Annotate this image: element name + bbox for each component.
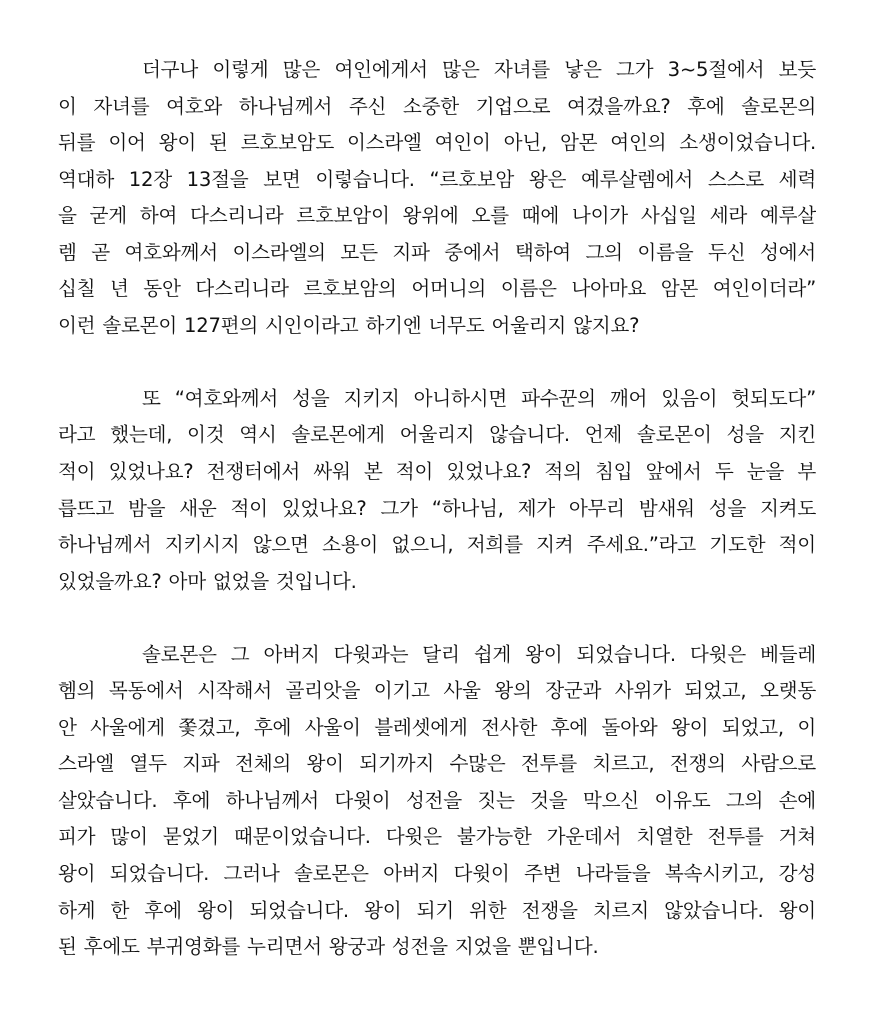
text-line: 릅뜨고 밤을 새운 적이 있었나요? 그가 “하나님, 제가 아무리 밤새워 성을 지켜도 <box>58 496 816 520</box>
text-line: 십칠 년 동안 다스리니라 르호보암의 어머니의 이름은 나아마요 암몬 여인이더라” <box>58 277 816 301</box>
text-line: 왕이 되었습니다. 그러나 솔로몬은 아버지 다윗이 주변 나라들을 복속시키고, 강성 <box>58 862 816 886</box>
text-line: 스라엘 열두 지파 전체의 왕이 되기까지 수많은 전투를 치르고, 전쟁의 사람으로 <box>58 752 816 776</box>
text-line: 하나님께서 지키시지 않으면 소용이 없으니, 저희를 지켜 주세요.”라고 기도한 적이 <box>58 533 816 557</box>
paragraph-spacer <box>58 344 816 381</box>
paragraph-spacer <box>58 600 816 637</box>
text-line: 더구나 이렇게 많은 여인에게서 많은 자녀를 낳은 그가 3~5절에서 보듯 <box>142 58 816 81</box>
paragraph-1 <box>58 52 816 344</box>
text-line: 렘 곧 여호와께서 이스라엘의 모든 지파 중에서 택하여 그의 이름을 두신 성에서 <box>58 240 816 264</box>
text-line: 을 굳게 하여 다스리니라 르호보암이 왕위에 오를 때에 나이가 사십일 세라 예루살 <box>58 204 816 228</box>
text-line: 적이 있었나요? 전쟁터에서 싸워 본 적이 있었나요? 적의 침입 앞에서 두 눈을 부 <box>58 460 816 484</box>
paragraph-2 <box>58 381 816 600</box>
text-line: 피가 많이 묻었기 때문이었습니다. 다윗은 불가능한 가운데서 치열한 전투를 거쳐 <box>58 825 816 849</box>
text-line: 안 사울에게 쫓겼고, 후에 사울이 블레셋에게 전사한 후에 돌아와 왕이 되었고, 이 <box>58 715 816 739</box>
text-line: 하게 한 후에 왕이 되었습니다. 왕이 되기 위한 전쟁을 치르지 않았습니다. 왕이 <box>58 898 816 922</box>
text-line: 된 후에도 부귀영화를 누리면서 왕궁과 성전을 지었을 뿐입니다. <box>58 935 599 959</box>
text-line: 또 “여호와께서 성을 지키지 아니하시면 파수꾼의 깨어 있음이 헛되도다” <box>142 386 816 410</box>
paragraph-3 <box>58 637 816 966</box>
text-line: 있었을까요? 아마 없었을 것입니다. <box>58 569 357 593</box>
text-line: 헴의 목동에서 시작해서 골리앗을 이기고 사울 왕의 장군과 사위가 되었고, 오랫동 <box>58 679 816 703</box>
text-line: 이 자녀를 여호와 하나님께서 주신 소중한 기업으로 여겼을까요? 후에 솔로몬의 <box>58 94 816 118</box>
document-page <box>58 52 816 966</box>
text-line: 라고 했는데, 이것 역시 솔로몬에게 어울리지 않습니다. 언제 솔로몬이 성을 지킨 <box>58 423 816 447</box>
text-line: 뒤를 이어 왕이 된 르호보암도 이스라엘 여인이 아닌, 암몬 여인의 소생이었습니다. <box>58 131 816 155</box>
text-line: 이런 솔로몬이 127편의 시인이라고 하기엔 너무도 어울리지 않지요? <box>58 313 640 337</box>
text-line: 솔로몬은 그 아버지 다윗과는 달리 쉽게 왕이 되었습니다. 다윗은 베들레 <box>142 642 816 666</box>
text-line: 살았습니다. 후에 하나님께서 다윗이 성전을 짓는 것을 막으신 이유도 그의 손에 <box>58 788 816 812</box>
text-line: 역대하 12장 13절을 보면 이렇습니다. “르호보암 왕은 예루살렘에서 스스로 세력 <box>58 167 816 191</box>
